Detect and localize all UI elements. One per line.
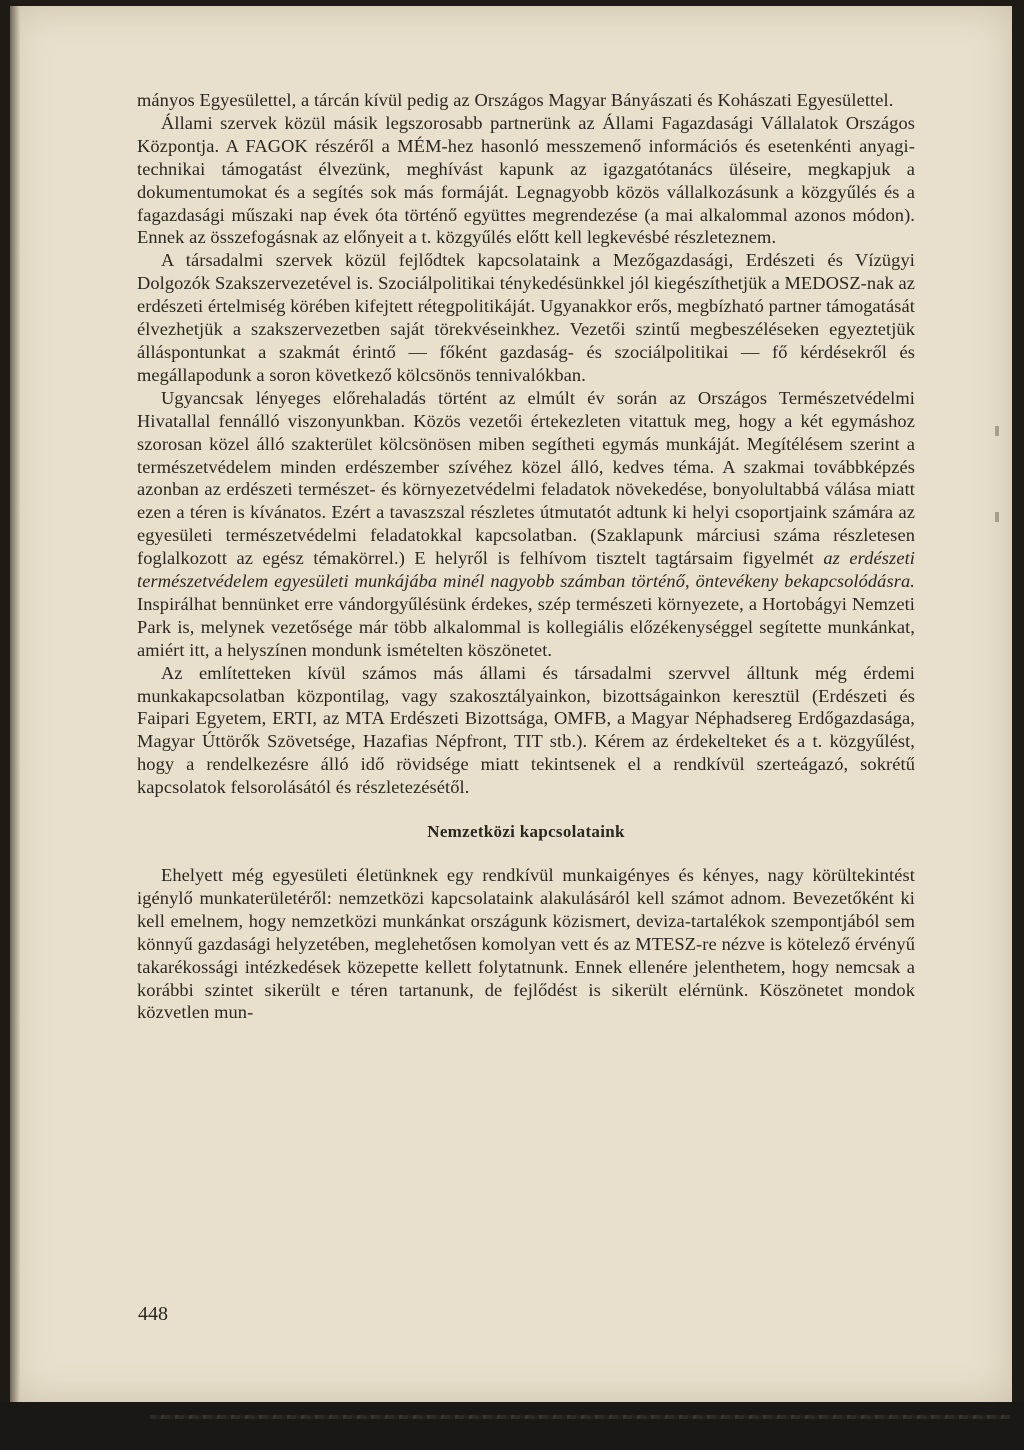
paragraph: Ehelyett még egyesületi életünknek egy rendkívül munkaigényes és kényes, nagy körültekintést igénylő munkaterületéről: nemzetközi kapcsolataink alakulásáról kell számot adnom. Bevezetőként ki kell emelnem, hogy nemzetközi munkánkat országunk közismert, deviza-tartalékok szempontjából sem könnyű gazdasági helyzetében, meglehetősen komolyan vett és az MTESZ-re nézve is kötelező érvényű takarékossági intézkedések közepette kellett folytatnunk. Ennek ellenére jelenthetem, hogy nemcsak a korábbi szintet sikerült e téren tartanunk, de fejlődést is sikerült elérnünk. Köszönetet mondok közvetlen mun- bbox=[137, 865, 915, 1023]
scan-artifact-strip bbox=[150, 1415, 1010, 1419]
page-number: 448 bbox=[138, 1303, 168, 1325]
paragraph: A társadalmi szervek közül fejlődtek kapcsolataink a Mezőgazdasági, Erdészeti és Vízügyi Dolgozók Szakszervezetével is. Szociálpolitikai ténykedésünkkel jól kiegészíthetjük a MEDOSZ-nak az erdészeti értelmiség körében kifejtett rétegpolitikáját. Ugyanakkor erős, megbízható partner támogatását élvezhetjük a szakszervezetben saját törekvéseinkhez. Vezetői szintű megbeszéléseken egyeztetjük álláspontunkat a szakmát érintő — főként gazdaság- és szociálpolitikai — fő kérdésekről és megállapodunk a soron következő kölcsönös tennivalókban. bbox=[137, 250, 915, 385]
paragraph: Állami szervek közül másik legszorosabb partnerünk az Állami Fagazdasági Vállalatok Országos Központja. A FAGOK részéről a MÉM-hez hasonló messzemenő információs és esetenkénti anyagi-technikai támogatást élvezünk, meghívást kapunk az igazgatótanács üléseire, megkapjuk a dokumentumokat és a segítés sok más formáját. Legnagyobb közös vállalkozásunk a közgyűlés és a fagazdasági műszaki nap évek óta történő együttes megrendezése (a mai alkalommal azonos módon). Ennek az összefogásnak az előnyeit a t. közgyűlés előtt kell legkevésbé részleteznem. bbox=[137, 112, 915, 248]
scan-bottom-border bbox=[0, 1402, 1024, 1450]
margin-speck bbox=[995, 512, 999, 522]
scanned-page bbox=[10, 6, 1012, 1402]
paragraph-text: Ugyancsak lényeges előrehaladás történt az elmúlt év során az Országos Természetvédelmi Hivatallal fennálló viszonyunkban. Közös vezetői értekezleten vitattuk meg, hogy a két egymáshoz szorosan közel álló szakterület kölcsönösen miben segítheti egymás munkáját. Megítélésem szerint a természetvédelem minden erdészember szívéhez közel álló, kedves téma. A szakmai továbbképzés azonban az erdészeti természet- és környezetvédelmi feladatok növekedése, bonyolultabbá válása miatt ezen a téren is kívánatos. Ezért a tavaszszal részletes útmutatót adtunk ki helyi csoportjaink számára az egyesületi természetvédelmi feladatokkal kapcsolatban. (Szaklapunk márciusi száma részletesen foglalkozott az egész témakörrel.) E helyről is felhívom tisztelt tagtársaim figyelmét bbox=[137, 387, 915, 569]
margin-speck bbox=[995, 426, 999, 436]
paragraph: Az említetteken kívül számos más állami és társadalmi szervvel álltunk még érdemi munkakapcsolatban központilag, vagy szakosztályainkon, bizottságainkon keresztül (Erdészeti és Faipari Egyetem, ERTI, az MTA Erdészeti Bizottsága, OMFB, a Magyar Néphadsereg Erdőgazdasága, Magyar Úttörők Szövetsége, Hazafias Népfront, TIT stb.). Kérem az érdekelteket és a t. közgyűlést, hogy a rendelkezésre álló idő rövidsége miatt tekintsenek el a rendkívül szerteágazó, sokrétű kapcsolatok felsorolásától és részletezésétől. bbox=[137, 662, 915, 798]
paragraph: mányos Egyesülettel, a tárcán kívül pedig az Országos Magyar Bányászati és Kohászati Egyesülettel. bbox=[137, 90, 894, 110]
page-binding-edge bbox=[10, 6, 20, 1402]
paragraph-text: Inspirálhat bennünket erre vándorgyűlésünk érdekes, szép természeti környezete, a Hortobágyi Nemzeti Park is, melynek vezetősége már több alkalommal is kollegiális előzékenységgel segítette munkánkat, amiért itt, a helyszínen mondunk ismételten köszönetet. bbox=[137, 593, 915, 660]
paragraph bbox=[137, 387, 915, 662]
emphasized-text: az erdészeti természetvédelem egyesületi munkájába minél nagyobb számban történő, öntevékeny bekapcsolódásra. bbox=[137, 548, 915, 592]
section-heading: Nemzetközi kapcsolataink bbox=[427, 822, 625, 842]
body-text bbox=[137, 89, 915, 1024]
